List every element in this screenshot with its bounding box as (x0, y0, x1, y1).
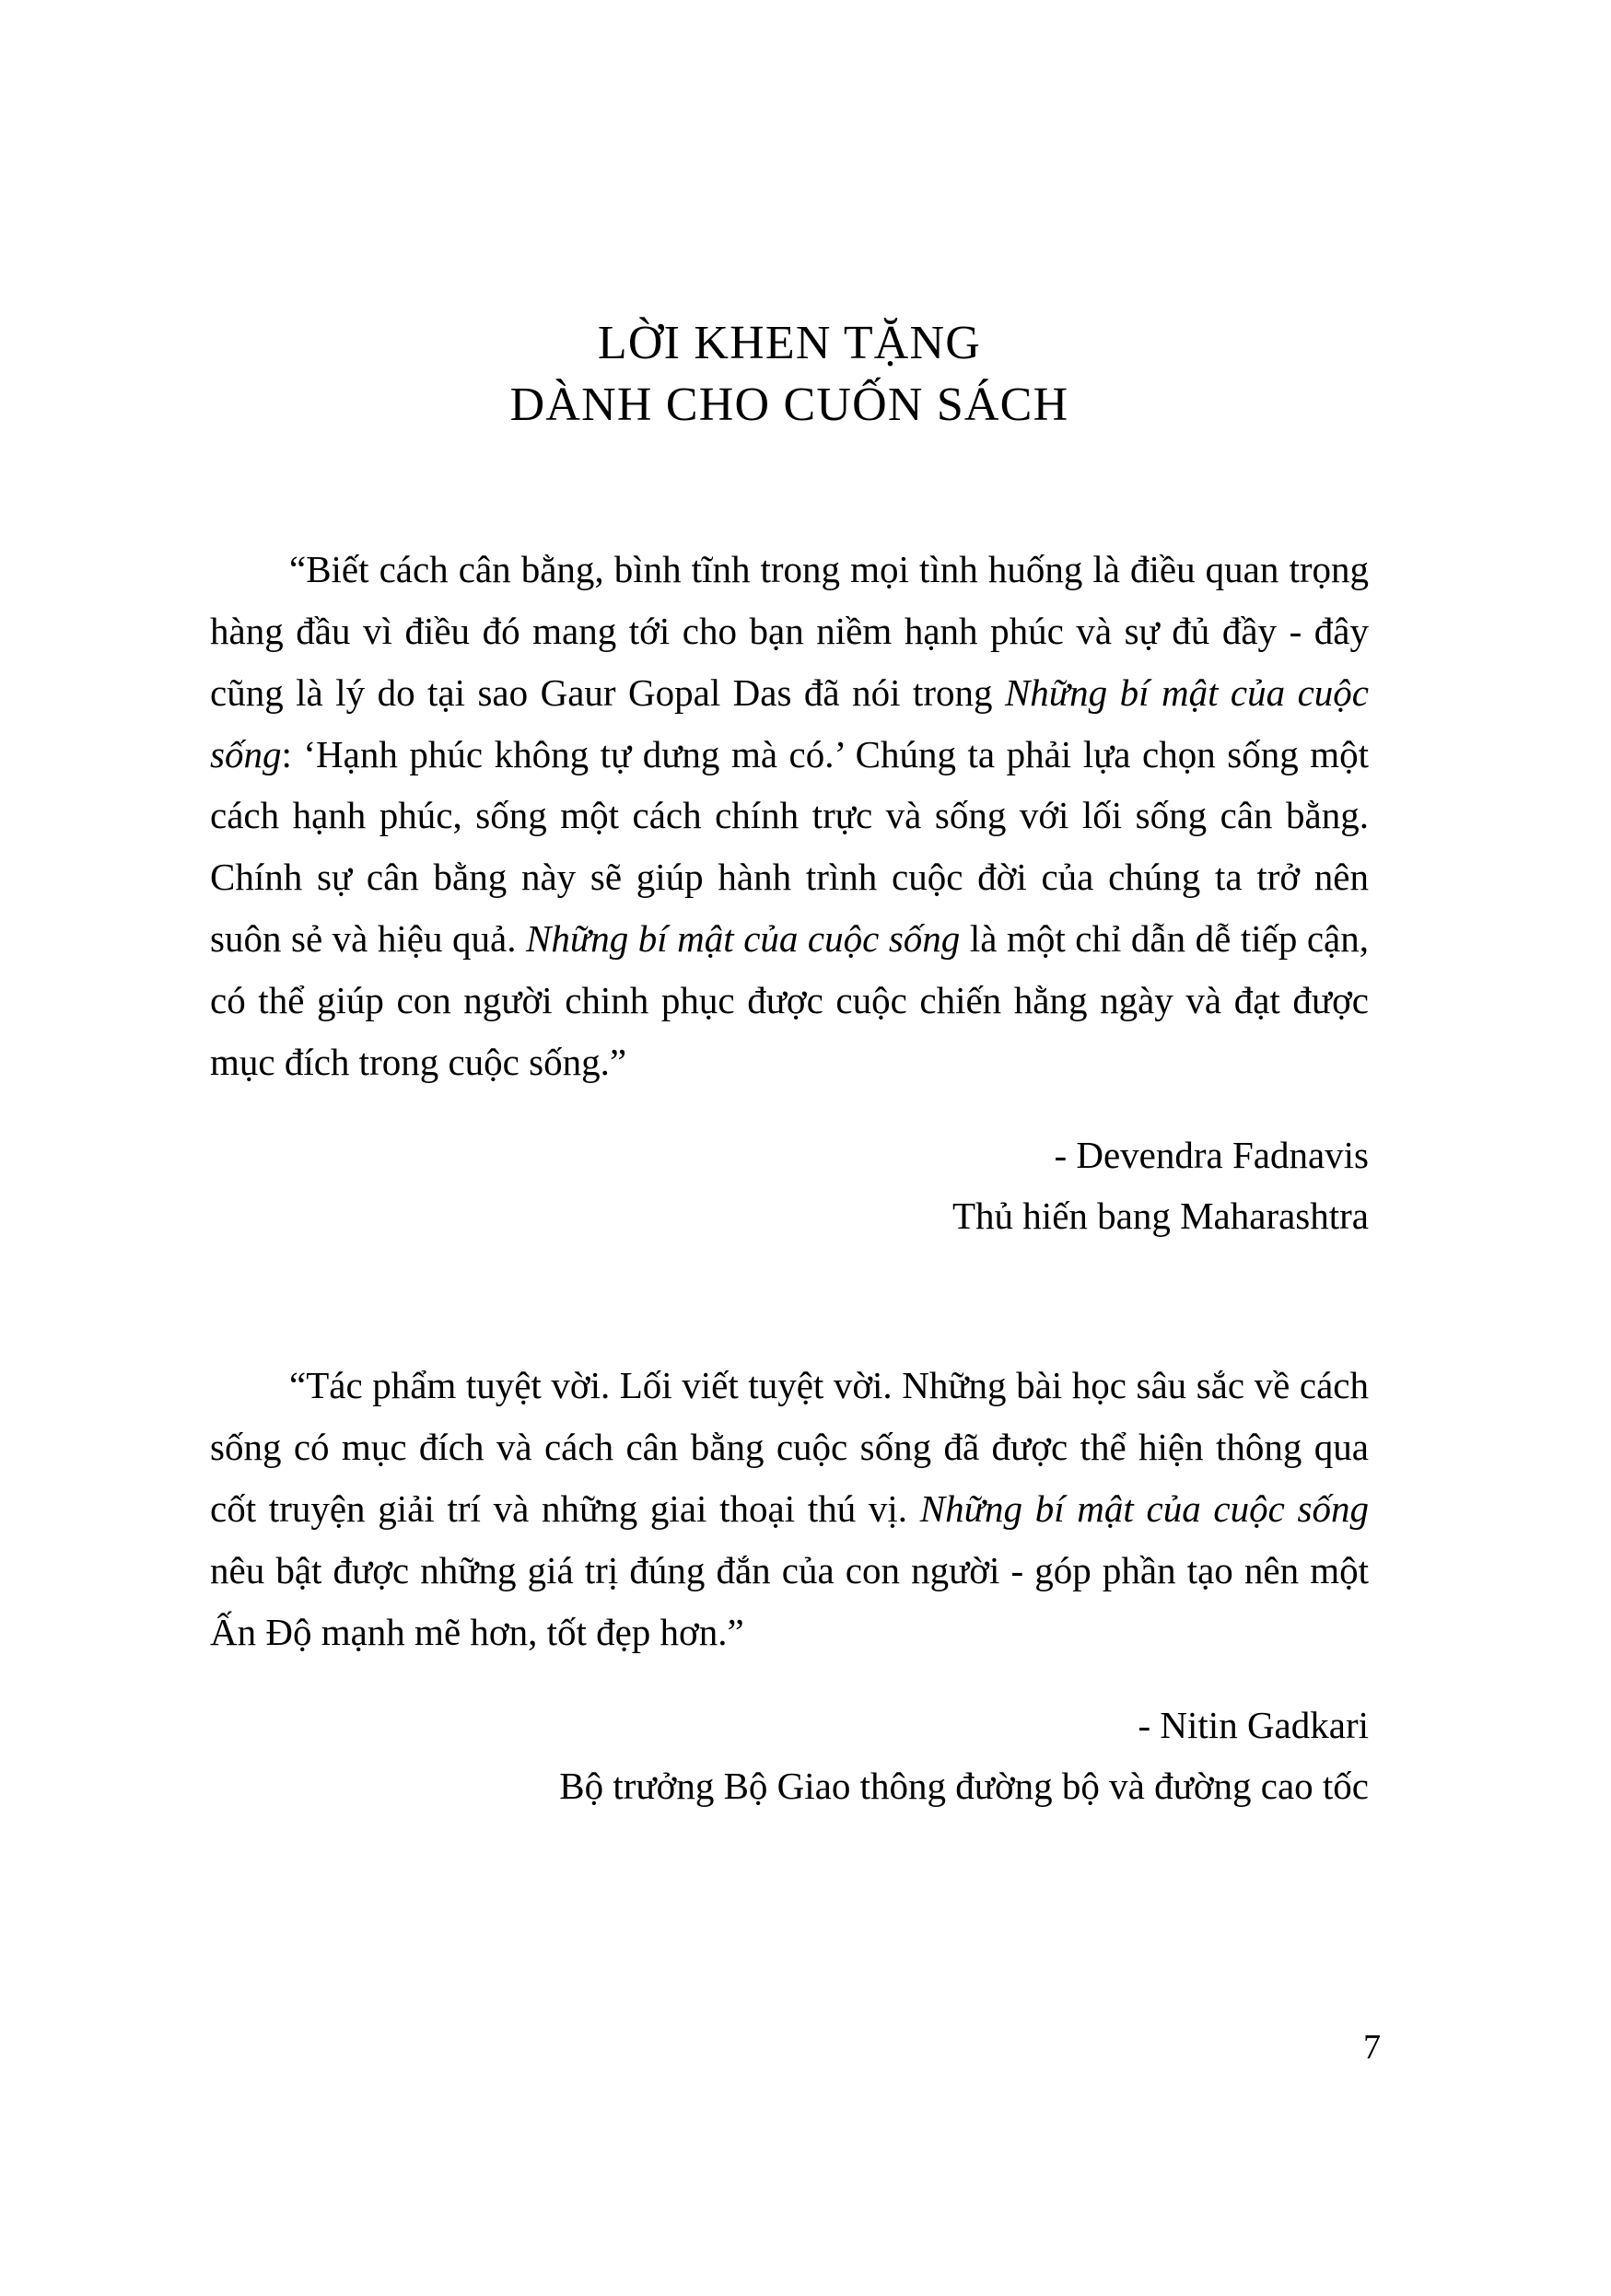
quote-text-1 (210, 539, 1369, 1092)
quote-separator (210, 1246, 1369, 1355)
quote-2-italic-1: Những bí mật của cuộc sống (919, 1487, 1369, 1531)
quote-2-attribution-name: - Nitin Gadkari (1138, 1703, 1369, 1746)
quote-text-2 (210, 1355, 1369, 1662)
quote-block-1 (210, 539, 1369, 1246)
page-title-line-1: LỜI KHEN TẶNG (597, 317, 982, 369)
quote-1-attribution (210, 1125, 1369, 1247)
quote-1-italic-2: Những bí mật của cuộc sống (526, 917, 961, 961)
quote-1-attribution-role: Thủ hiến bang Maharashtra (952, 1194, 1369, 1237)
page-title (210, 313, 1369, 436)
quote-2-attribution-role: Bộ trưởng Bộ Giao thông đường bộ và đường cao tốc (559, 1764, 1369, 1807)
quote-2-part-1: “Tác phẩm tuyệt vời. Lối viết tuyệt vời. Những bài học sâu sắc về cách sống có mục đích và cách cân bằng cuộc sống đã được thể hiện thông qua cốt truyện giải trí và những giai thoại thú vị. (210, 1364, 1369, 1531)
page-title-line-2: DÀNH CHO CUỐN SÁCH (509, 378, 1069, 431)
quote-2-part-2: nêu bật được những giá trị đúng đắn của con người - góp phần tạo nên một Ấn Độ mạnh mẽ hơn, tốt đẹp hơn.” (210, 1548, 1369, 1653)
quote-2-attribution (210, 1695, 1369, 1817)
quote-1-part-1: “Biết cách cân bằng, bình tĩnh trong mọi tình huống là điều quan trọng hàng đầu vì điều đó mang tới cho bạn niềm hạnh phúc và sự đủ đầy - đây cũng là lý do tại sao Gaur Gopal Das đã nói trong (210, 548, 1369, 714)
page-content (210, 313, 1369, 1816)
quote-1-italic-1: Những bí mật của cuộc sống (210, 670, 1369, 775)
quote-1-part-3: là một chỉ dẫn dễ tiếp cận, có thể giúp con người chinh phục được cuộc chiến hằng ngày và đạt được mục đích trong cuộc sống.” (210, 917, 1370, 1083)
quote-block-2 (210, 1355, 1369, 1816)
page-number: 7 (1363, 2028, 1381, 2067)
quote-1-attribution-name: - Devendra Fadnavis (1054, 1133, 1369, 1176)
quote-1-part-2: : ‘Hạnh phúc không tự dưng mà có.’ Chúng ta phải lựa chọn sống một cách hạnh phúc, sống một cách chính trực và sống với lối sống cân bằng. Chính sự cân bằng này sẽ giúp hành trình cuộc đời của chúng ta trở nên suôn sẻ và hiệu quả. (210, 732, 1369, 961)
